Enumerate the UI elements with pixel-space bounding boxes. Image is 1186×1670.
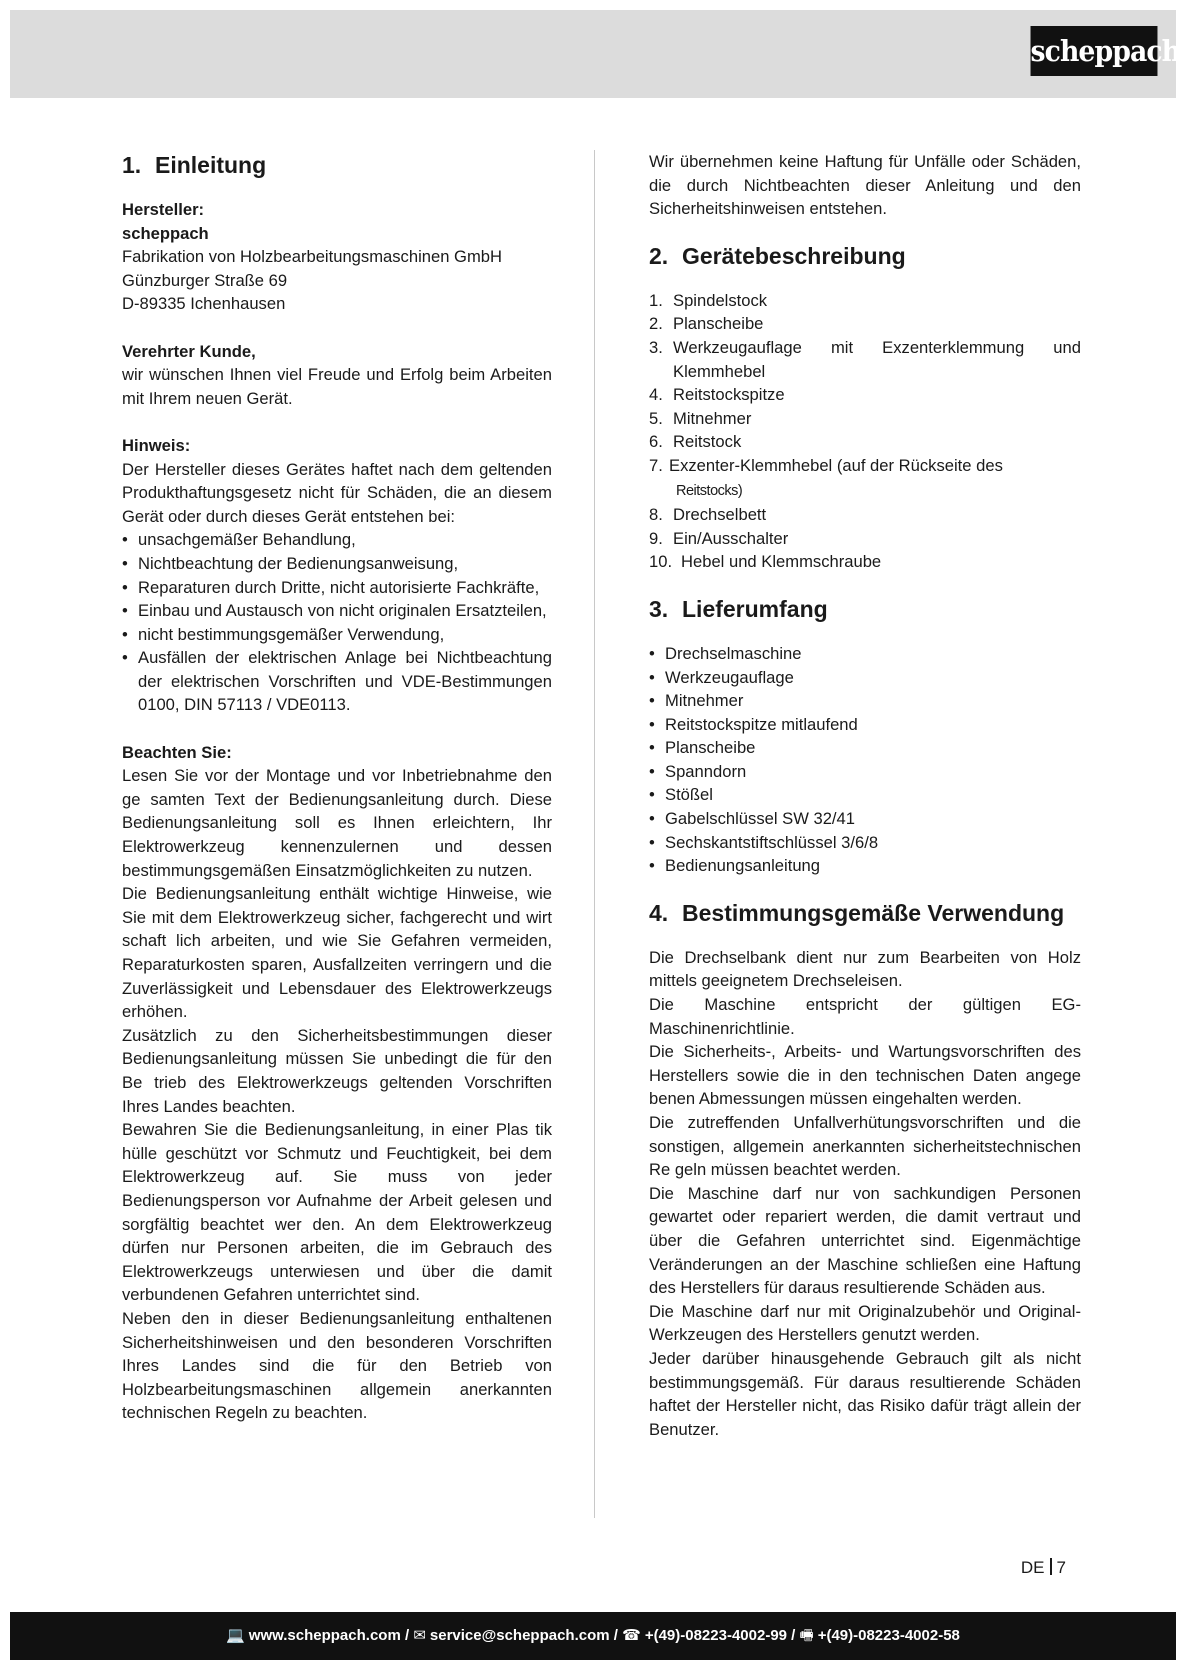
- list-item: 9. Ein/Ausschalter: [649, 528, 789, 548]
- column-divider: [594, 150, 595, 1518]
- use-paragraph: Die Maschine darf nur von sachkundigen Personen gewartet oder repariert werden, die damit vertraut und über die Gefahren unterrichtet sind. Eigenmächtige Veränderungen an der Maschine schließen eine Haftung des Herstellers für daraus resultierende Schäden aus.: [649, 1183, 1081, 1298]
- manufacturer-name: scheppach: [122, 223, 209, 243]
- list-item: • unsachgemäßer Behandlung,: [122, 528, 552, 552]
- list-item: • Ausfällen der elektrischen Anlage bei Nichtbeachtung der elektrischen Vorschriften und VDE-Bestimmungen 0100, DIN 57113 / VDE0113.: [122, 646, 552, 717]
- list-item: • Mitnehmer: [649, 689, 1081, 713]
- list-item: • Planscheibe: [649, 736, 1081, 760]
- list-item: 5. Mitnehmer: [649, 408, 752, 428]
- list-item: • Gabelschlüssel SW 32/41: [649, 807, 1081, 831]
- right-column: [649, 150, 1081, 1441]
- page-number: DE 7: [1020, 1558, 1066, 1577]
- liability-text: Wir übernehmen keine Haftung für Unfälle oder Schäden, die durch Nichtbeachten dieser Anleitung und den Sicherheitshinweisen entstehen.: [649, 152, 1081, 219]
- list-item: 3. Werkzeugauflage mit Exzenterklemmung und Klemmhebel: [649, 337, 1081, 381]
- list-item: 6. Reitstock: [649, 432, 742, 452]
- use-paragraph: Die Maschine darf nur mit Originalzubehör und Original- Werkzeugen des Herstellers genutzt werden.: [649, 1301, 1081, 1345]
- observe-paragraph: Neben den in dieser Bedienungsanleitung enthaltenen Sicherheitshinweisen und den besonderen Vorschriften Ihres Landes sind die für den Betrieb von Holzbearbeitungsmaschinen allgemein anerkannten technischen Regeln zu beachten.: [122, 1308, 552, 1423]
- list-item: • Stößel: [649, 783, 1081, 807]
- footer-web[interactable]: www.scheppach.com: [248, 1627, 401, 1644]
- observe-paragraph: Lesen Sie vor der Montage und vor Inbetriebnahme den ge samten Text der Bedienungsanleitung durch. Diese Bedienungsanleitung soll es Ihnen erleichtern, Ihr Elektrowerkzeug kennenzulernen und dessen bestimmungsgemäßen Einsatzmöglichkeiten zu nutzen.: [122, 766, 552, 880]
- use-paragraph: Die Sicherheits-, Arbeits- und Wartungsvorschriften des Herstellers sowie die in den technischen Daten angege benen Abmessungen müssen eingehalten werden.: [649, 1042, 1081, 1109]
- use-paragraph: Die zutreffenden Unfallverhütungsvorschriften und die sonstigen, allgemein anerkannten sicherheitstechnischen Re geln müssen beachtet werden.: [649, 1113, 1081, 1180]
- use-paragraph: Jeder darüber hinausgehende Gebrauch gilt als nicht bestimmungsgemäß. Für daraus resultierende Schäden haftet der Hersteller nicht, das Risiko dafür trägt allein der Benutzer.: [649, 1348, 1081, 1439]
- notice-label: Hinweis:: [122, 435, 191, 455]
- header-band: [10, 10, 1176, 98]
- list-item: • Spanndorn: [649, 760, 1081, 784]
- list-item: • Sechskantstiftschlüssel 3/6/8: [649, 831, 1081, 855]
- footer-phone: +(49)-08223-4002-99: [644, 1627, 787, 1644]
- list-item: 10. Hebel und Klemmschraube: [649, 552, 882, 572]
- use-paragraph: Die Drechselbank dient nur zum Bearbeiten von Holz mittels geeignetem Drechseleisen.: [649, 947, 1081, 991]
- section-heading-einleitung: 1. Einleitung: [122, 152, 267, 178]
- mail-icon: ✉: [413, 1627, 426, 1644]
- observe-label: Beachten Sie:: [122, 742, 232, 762]
- notice-text: Der Hersteller dieses Gerätes haftet nach dem geltenden Produkthaftungsgesetz nicht für Schäden, die an diesem Gerät oder durch dieses Gerät entstehen bei:: [122, 459, 552, 526]
- observe-paragraph: Die Bedienungsanleitung enthält wichtige Hinweise, wie Sie mit dem Elektrowerkzeug sicher, fachgerecht und wirt schaft lich arbeiten, und wie Sie Gefahren vermeiden, Reparaturkosten sparen, Ausfallzeiten verringern und die Zuverlässigkeit und Lebensdauer des Elektrowerkzeugs erhöhen.: [122, 884, 552, 1022]
- list-item: • Drechselmaschine: [649, 642, 1081, 666]
- scope-list: [649, 642, 1081, 878]
- list-item: • Bedienungsanleitung: [649, 854, 1081, 878]
- greeting-label: Verehrter Kunde,: [122, 341, 256, 361]
- address-line: D-89335 Ichenhausen: [122, 294, 286, 314]
- list-item: 7. Exzenter-Klemmhebel (auf der Rückseite des Reitstocks): [649, 455, 1003, 499]
- list-item: • Reparaturen durch Dritte, nicht autorisierte Fachkräfte,: [122, 576, 552, 600]
- list-item: 4. Reitstockspitze: [649, 385, 785, 405]
- list-item: • Werkzeugauflage: [649, 666, 1081, 690]
- parts-list: [649, 289, 1081, 574]
- list-item: 8. Drechselbett: [649, 505, 767, 525]
- section-heading-geraetebeschreibung: 2. Gerätebeschreibung: [649, 242, 906, 269]
- address-line: Günzburger Straße 69: [122, 270, 288, 290]
- computer-icon: 💻: [226, 1627, 245, 1644]
- manufacturer-label: Hersteller:: [122, 200, 205, 219]
- use-paragraph: Die Maschine entspricht der gültigen EG-Maschinenrichtlinie.: [649, 995, 1081, 1038]
- notice-list: [122, 528, 552, 717]
- list-item: • Nichtbeachtung der Bedienungsanweisung,: [122, 552, 552, 576]
- footer-band: 💻 www.scheppach.com / ✉ service@scheppach.com / ☎ +(49)-08223-4002-99 / 🖷 +(49)-08223-4002-58: [10, 1612, 1176, 1660]
- greeting-text: wir wünschen Ihnen viel Freude und Erfolg beim Arbeiten mit Ihrem neuen Gerät.: [122, 365, 552, 408]
- list-item: • Reitstockspitze mitlaufend: [649, 713, 1081, 737]
- section-heading-verwendung: 4. Bestimmungsgemäße Verwendung: [649, 899, 1065, 926]
- list-item: 2. Planscheibe: [649, 314, 764, 334]
- fax-icon: 🖷: [799, 1627, 814, 1644]
- brand-logo: scheppach: [1031, 26, 1158, 76]
- list-item: • Einbau und Austausch von nicht originalen Ersatzteilen,: [122, 599, 552, 623]
- left-column: [122, 150, 552, 1425]
- section-heading-lieferumfang: 3. Lieferumfang: [649, 595, 828, 622]
- footer-fax: +(49)-08223-4002-58: [817, 1627, 960, 1644]
- footer-email[interactable]: service@scheppach.com: [429, 1627, 610, 1644]
- address-line: Fabrikation von Holzbearbeitungsmaschinen GmbH: [122, 247, 503, 267]
- list-item: 1. Spindelstock: [649, 290, 768, 310]
- observe-paragraph: Zusätzlich zu den Sicherheitsbestimmungen dieser Bedienungsanleitung müssen Sie unbedingt die für den Be trieb des Elektrowerkzeugs geltenden Vorschriften Ihres Landes beachten.: [122, 1025, 552, 1116]
- list-item: • nicht bestimmungsgemäßer Verwendung,: [122, 623, 552, 647]
- observe-paragraph: Bewahren Sie die Bedienungsanleitung, in einer Plas tik hülle geschützt vor Schmutz und Feuchtigkeit, bei dem Elektrowerkzeug auf. Sie muss von jeder Bedienungsperson vor Aufnahme der Arbeit gelesen und sorgfältig beachtet wer den. An dem Elektrowerkzeug dürfen nur Personen arbeiten, die im Gebrauch des Elektrowerkzeugs unterwiesen und über die damit verbundenen Gefahren unterrichtet sind.: [122, 1120, 552, 1305]
- phone-icon: ☎: [622, 1627, 641, 1644]
